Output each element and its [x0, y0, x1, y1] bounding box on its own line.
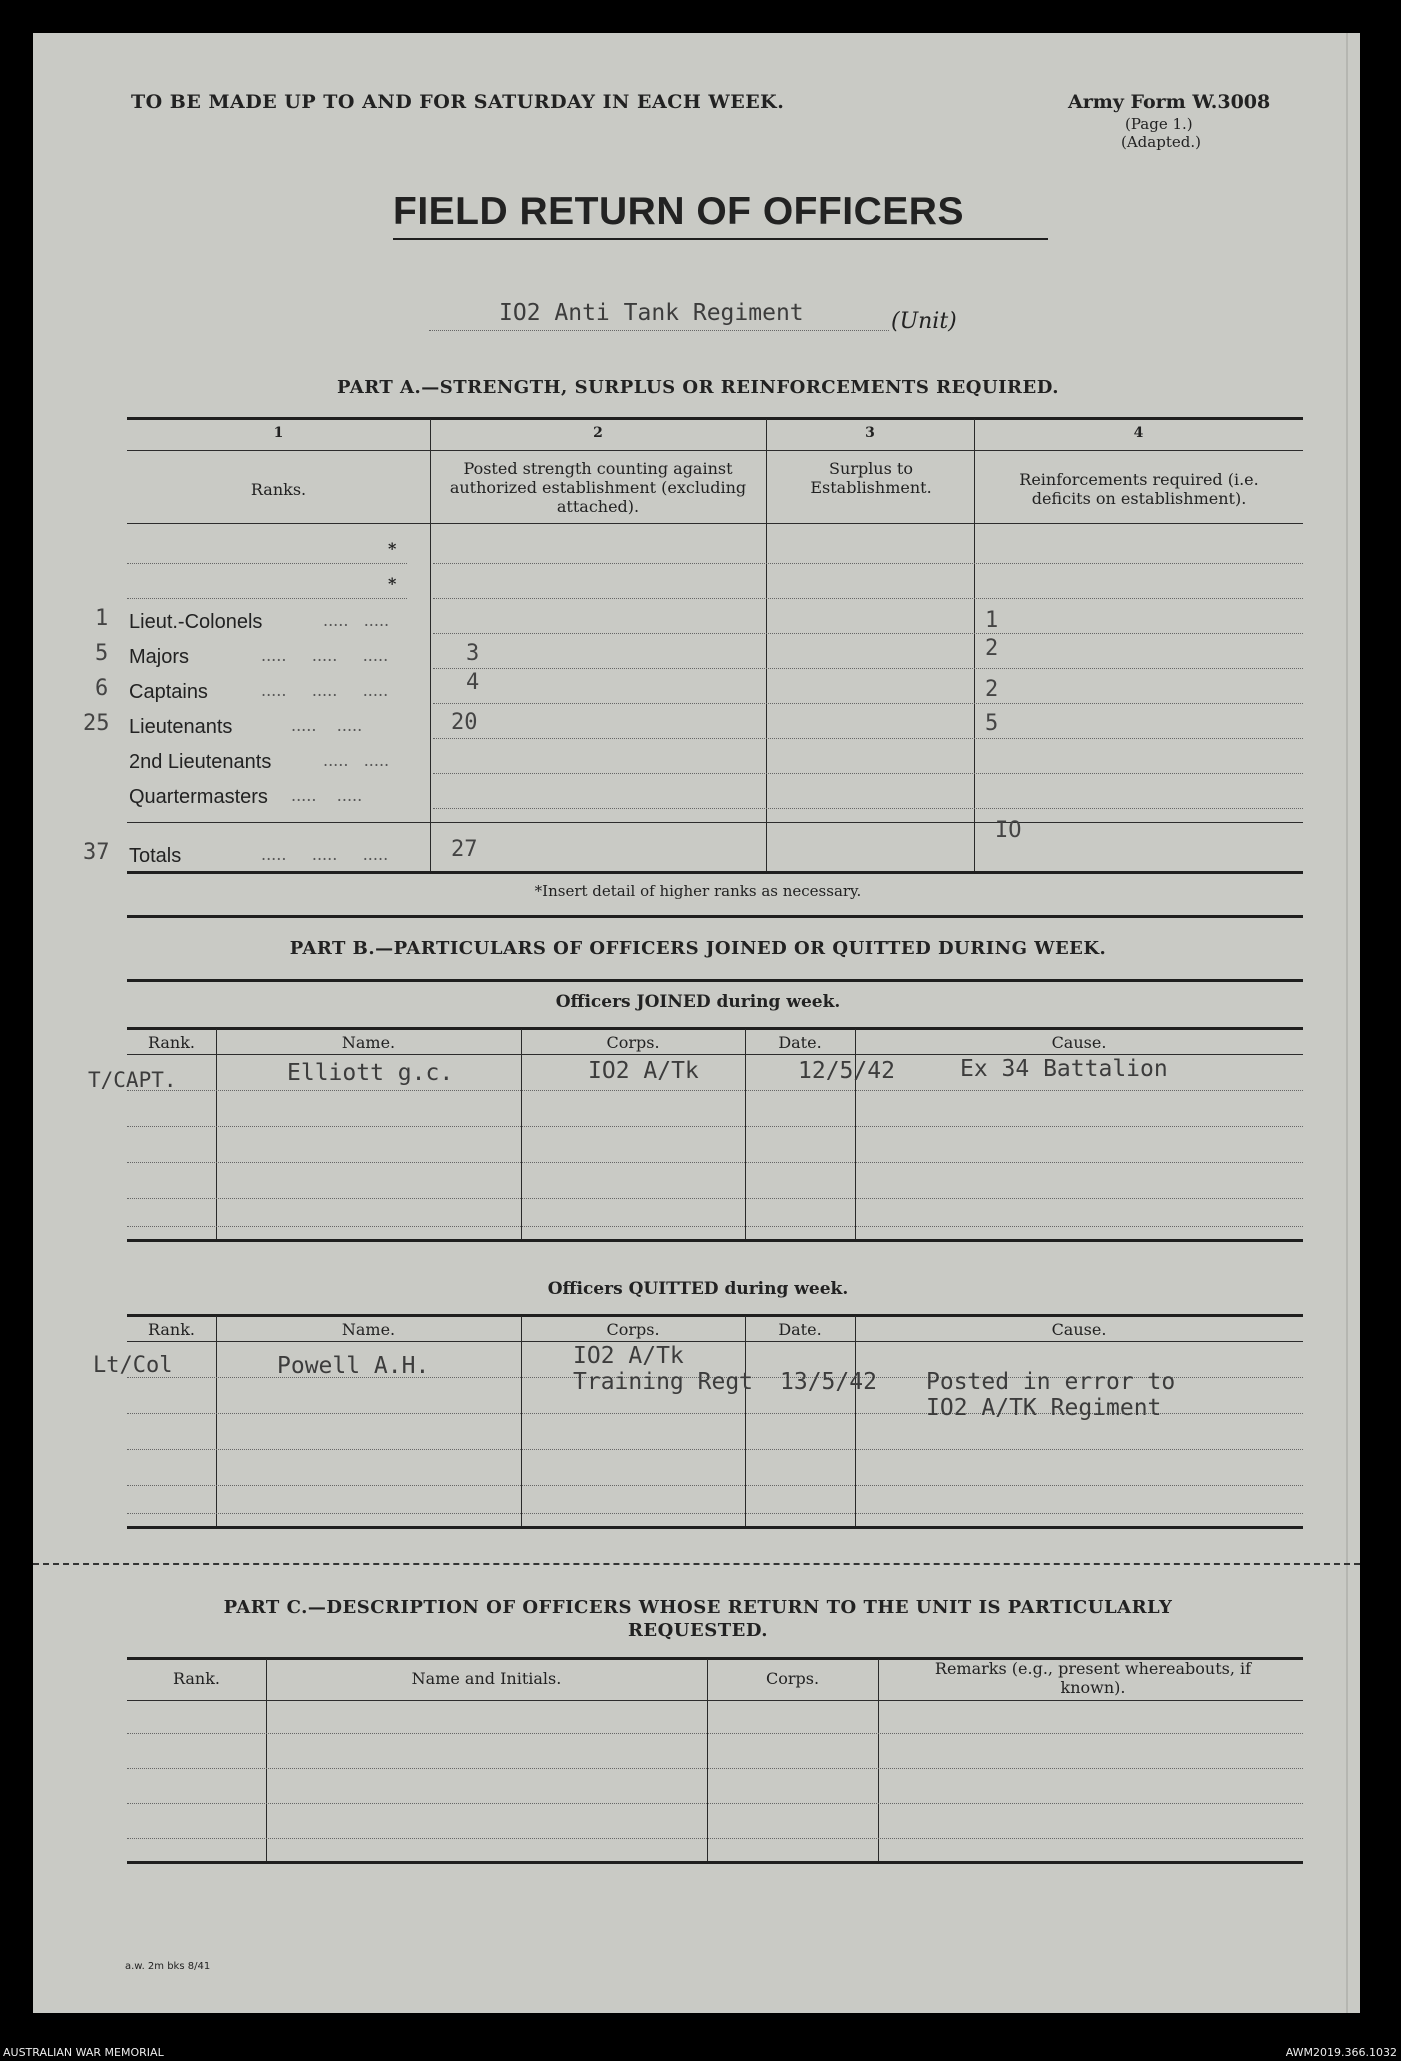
quitted-rank: Lt/Col: [93, 1353, 173, 1378]
asterisk-1: *: [388, 539, 397, 558]
part-c-col-corps: Corps.: [765, 1669, 820, 1688]
quitted-col-divider: [745, 1316, 746, 1526]
joined-col-name: Name.: [341, 1033, 396, 1052]
part-c-row-line: [127, 1803, 1303, 1804]
part-a-bottom-rule: [127, 871, 1303, 874]
col-header-ranks: Ranks.: [250, 480, 307, 499]
part-c-col-rank: Rank.: [172, 1669, 221, 1688]
joined-rank: T/CAPT.: [88, 1068, 177, 1092]
joined-date: 12/5/42: [798, 1058, 895, 1084]
leader-dots: ..... .....: [291, 786, 363, 805]
row-line: [433, 633, 1303, 634]
joined-col-divider: [745, 1029, 746, 1239]
posted-value: 4: [466, 670, 480, 695]
col-number-1: 1: [273, 425, 284, 441]
form-page: [33, 33, 1360, 2013]
reinf-value: 2: [985, 636, 999, 661]
joined-row-line: [127, 1090, 1303, 1091]
part-c-heading-line2: REQUESTED.: [627, 1620, 769, 1641]
part-b-heading: PART B.—PARTICULARS OF OFFICERS JOINED OR QUITTED DURING WEEK.: [289, 938, 1107, 959]
quitted-col-divider: [855, 1316, 856, 1526]
quitted-row-line: [127, 1513, 1303, 1514]
part-a-note: *Insert detail of higher ranks as necessary.: [534, 882, 862, 900]
part-a-col-divider-2: [766, 419, 767, 871]
unit-value: IO2 Anti Tank Regiment: [499, 300, 804, 326]
leader-dots: ..... ..... .....: [261, 681, 389, 700]
row-line: [433, 808, 1303, 809]
quitted-corps-line2: Training Regt: [573, 1369, 754, 1395]
reinf-value: 5: [985, 711, 999, 736]
quitted-col-rank: Rank.: [147, 1320, 196, 1339]
reinf-value: 1: [985, 608, 999, 633]
rank-label: Captains: [129, 681, 208, 703]
joined-col-divider: [521, 1029, 522, 1239]
joined-col-rank: Rank.: [147, 1033, 196, 1052]
row-line: [433, 738, 1303, 739]
col-number-rule: [127, 450, 1303, 451]
quitted-header-underline: [127, 1341, 1303, 1342]
perforation-line: [33, 1563, 1360, 1565]
joined-col-corps: Corps.: [606, 1033, 660, 1052]
margin-count: 5: [95, 641, 109, 666]
rank-label: Lieutenants: [129, 716, 233, 738]
joined-cause: Ex 34 Battalion: [960, 1056, 1168, 1082]
joined-row-line: [127, 1226, 1303, 1227]
rank-label: Quartermasters: [129, 786, 268, 808]
part-c-row-line: [127, 1838, 1303, 1839]
quitted-cause-line1: Posted in error to: [926, 1369, 1176, 1395]
part-c-col-divider: [266, 1659, 267, 1861]
part-c-heading-line1: PART C.—DESCRIPTION OF OFFICERS WHOSE RETURN TO THE UNIT IS PARTICULARLY: [223, 1597, 1173, 1618]
totals-posted: 27: [451, 837, 478, 862]
part-b-top-rule: [127, 979, 1303, 982]
asterisk-row-dots-1: [127, 563, 407, 564]
margin-count: 25: [83, 711, 110, 736]
row-line: [433, 773, 1303, 774]
joined-header-underline: [127, 1054, 1303, 1055]
quitted-title: Officers QUITTED during week.: [547, 1279, 849, 1299]
quitted-date: 13/5/42: [780, 1369, 877, 1395]
col-header-posted: Posted strength counting against authorized establishment (excluding attached).: [449, 459, 747, 516]
leader-dots: ..... .....: [323, 751, 390, 770]
quitted-col-corps: Corps.: [606, 1320, 660, 1339]
joined-row-line: [127, 1126, 1303, 1127]
joined-title: Officers JOINED during week.: [555, 992, 841, 1012]
part-c-col-divider: [878, 1659, 879, 1861]
row-line: [433, 598, 1303, 599]
quitted-row-line: [127, 1449, 1303, 1450]
paper-fold: [1346, 33, 1348, 2013]
footer-accession-number: AWM2019.366.1032: [1285, 2046, 1397, 2059]
form-page-number: (Page 1.): [1125, 115, 1193, 133]
quitted-col-name: Name.: [341, 1320, 396, 1339]
footer-credit: AUSTRALIAN WAR MEMORIAL: [3, 2046, 164, 2059]
asterisk-2: *: [388, 574, 397, 593]
joined-row-line: [127, 1198, 1303, 1199]
leader-dots: ..... .....: [323, 611, 390, 630]
col-number-2: 2: [593, 425, 603, 441]
leader-dots: ..... .....: [291, 716, 363, 735]
totals-reinf: IO: [995, 818, 1022, 843]
part-c-row-line: [127, 1768, 1303, 1769]
joined-header-rule: [127, 1027, 1303, 1030]
part-c-col-remarks: Remarks (e.g., present whereabouts, if known).: [934, 1659, 1252, 1697]
joined-corps: IO2 A/Tk: [588, 1058, 699, 1084]
joined-bottom-rule: [127, 1239, 1303, 1242]
form-adapted: (Adapted.): [1121, 133, 1201, 151]
totals-label: Totals: [129, 845, 182, 867]
totals-rule: [127, 822, 1303, 823]
part-a-top-rule: [127, 417, 1303, 420]
leader-dots: ..... ..... .....: [261, 845, 389, 864]
part-c-header-underline: [127, 1700, 1303, 1701]
quitted-header-rule: [127, 1314, 1303, 1317]
reinf-value: 2: [985, 677, 999, 702]
part-c-col-divider: [707, 1659, 708, 1861]
joined-row-line: [127, 1162, 1303, 1163]
quitted-bottom-rule: [127, 1526, 1303, 1529]
col-header-reinforcements: Reinforcements required (i.e. deficits on establishment).: [1019, 470, 1259, 508]
leader-dots: ..... ..... .....: [261, 646, 389, 665]
part-a-note-rule: [127, 915, 1303, 918]
joined-col-divider: [216, 1029, 217, 1239]
asterisk-row-dots-2: [127, 598, 407, 599]
quitted-col-divider: [216, 1316, 217, 1526]
posted-value: 20: [451, 710, 478, 735]
instruction-text: TO BE MADE UP TO AND FOR SATURDAY IN EACH WEEK.: [131, 91, 785, 113]
quitted-col-cause: Cause.: [1051, 1320, 1107, 1339]
row-line: [433, 563, 1303, 564]
quitted-col-date: Date.: [778, 1320, 822, 1339]
joined-col-cause: Cause.: [1051, 1033, 1107, 1052]
quitted-row-line: [127, 1485, 1303, 1486]
title-underline: [393, 238, 1048, 240]
part-c-bottom-rule: [127, 1861, 1303, 1864]
col-header-surplus: Surplus to Establishment.: [810, 459, 932, 497]
col-header-rule: [127, 523, 1303, 524]
col-number-4: 4: [1133, 425, 1144, 441]
joined-col-date: Date.: [778, 1033, 822, 1052]
posted-value: 3: [466, 641, 480, 666]
part-a-col-divider-1: [430, 419, 431, 871]
unit-dotted-line: [429, 330, 889, 331]
part-a-col-divider-3: [974, 419, 975, 871]
row-line: [433, 668, 1303, 669]
form-number: Army Form W.3008: [1068, 91, 1271, 113]
joined-name: Elliott g.c.: [287, 1060, 454, 1086]
print-code: a.w. 2m bks 8/41: [125, 1961, 211, 1972]
quitted-corps-line1: IO2 A/Tk: [573, 1343, 684, 1369]
part-c-col-name: Name and Initials.: [411, 1669, 562, 1688]
totals-margin: 37: [83, 840, 110, 865]
quitted-col-divider: [521, 1316, 522, 1526]
rank-label: Lieut.-Colonels: [129, 611, 263, 633]
quitted-name: Powell A.H.: [277, 1353, 430, 1379]
unit-label: (Unit): [891, 309, 957, 334]
row-line: [433, 703, 1303, 704]
margin-count: 1: [95, 606, 109, 631]
rank-label: Majors: [129, 646, 190, 668]
quitted-cause-line2: IO2 A/TK Regiment: [926, 1395, 1162, 1421]
part-a-heading: PART A.—STRENGTH, SURPLUS OR REINFORCEMENTS REQUIRED.: [337, 377, 1059, 398]
col-number-3: 3: [865, 425, 875, 441]
page-title: FIELD RETURN OF OFFICERS: [393, 190, 964, 233]
part-c-row-line: [127, 1733, 1303, 1734]
margin-count: 6: [95, 676, 109, 701]
rank-label: 2nd Lieutenants: [129, 751, 272, 773]
